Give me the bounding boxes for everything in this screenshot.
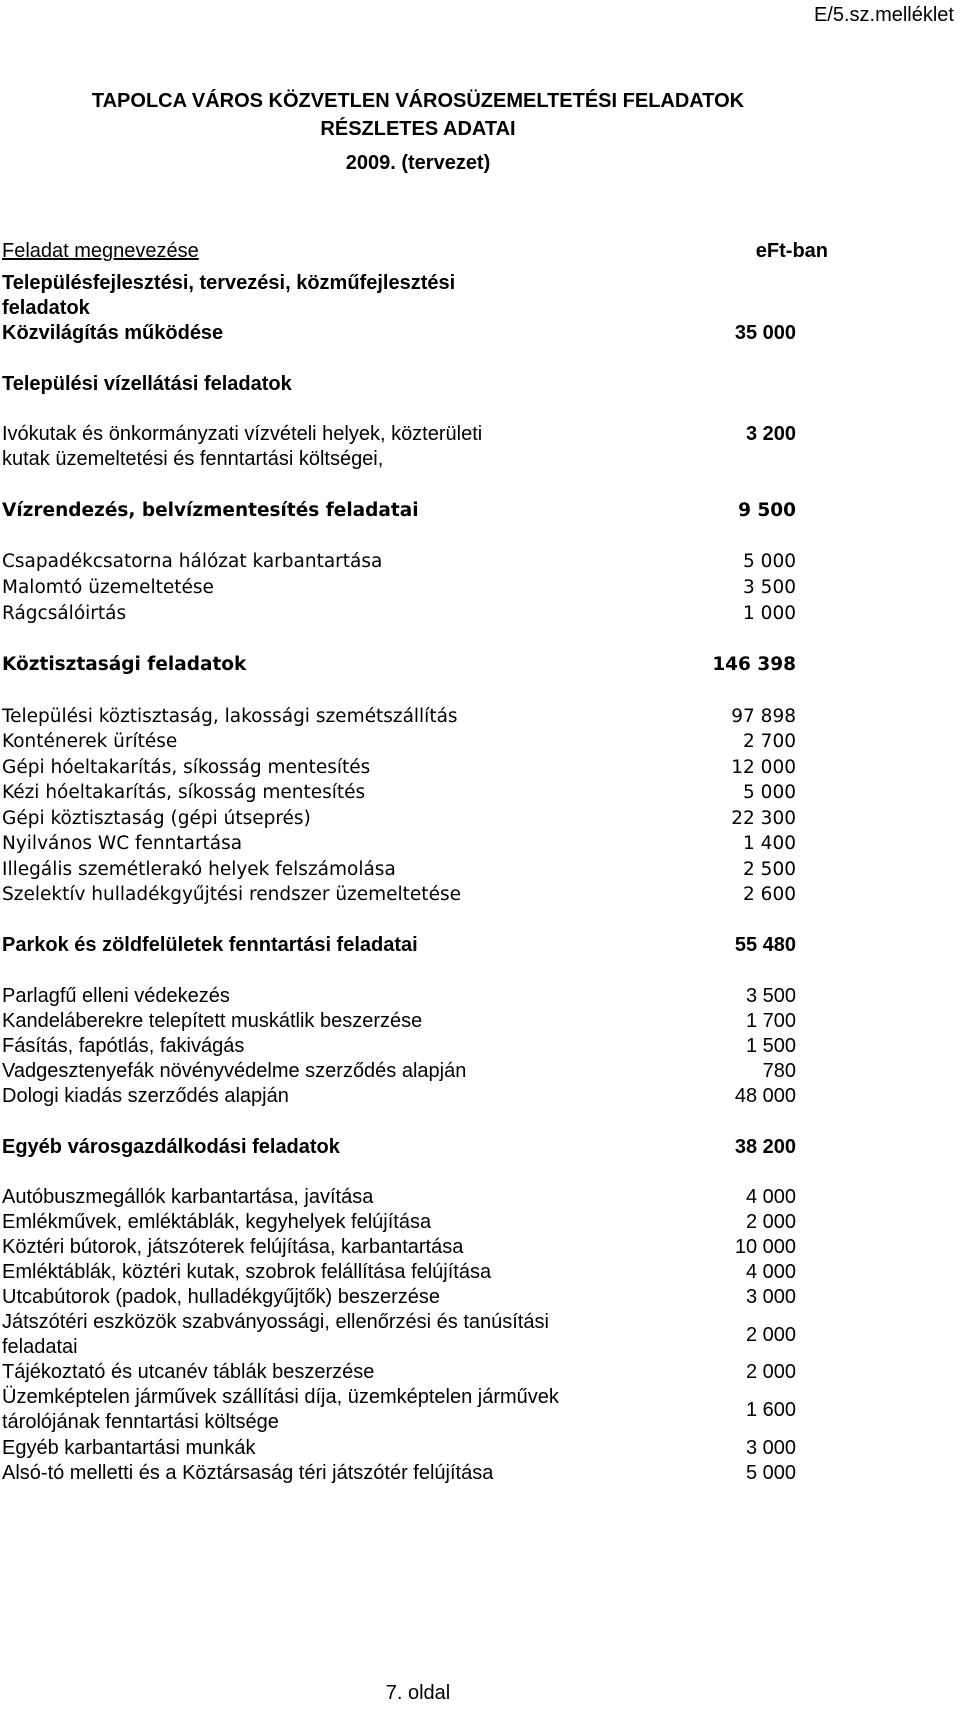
row-label: Kézi hóeltakarítás, síkosság mentesítés [2,782,366,803]
section-heading: Közvilágítás működése [2,322,224,344]
row-amount: 3 500 [743,577,796,598]
row-label: Üzemképtelen járművek szállítási díja, üzemképtelen járművek [2,1386,559,1408]
row-amount: 1 400 [743,833,796,854]
row-amount: 780 [762,1060,796,1082]
row-label: Játszótéri eszközök szabványossági, ellenőrzési és tanúsítási [2,1311,549,1333]
row-label: Tájékoztató és utcanév táblák beszerzése [2,1361,375,1383]
row-amount: 2 000 [745,1211,796,1233]
row-label: Gépi köztisztaság (gépi útseprés) [2,808,311,829]
row-amount: 1 700 [745,1010,796,1032]
row-amount: 2 000 [745,1361,796,1383]
row-amount: 4 000 [745,1186,796,1208]
row-label: Csapadékcsatorna hálózat karbantartása [2,551,383,572]
row-label: Emléktáblák, köztéri kutak, szobrok felállítása felújítása [2,1261,492,1283]
page-number: 7. oldal [385,1682,451,1704]
section-heading: Köztisztasági feladatok [2,654,247,675]
row-amount: 3 000 [745,1286,796,1308]
row-label: Gépi hóeltakarítás, síkosság mentesítés [2,757,371,778]
document-title: TAPOLCA VÁROS KÖZVETLEN VÁROSÜZEMELTETÉSI FELADATOK [91,90,745,112]
section-heading: Településfejlesztési, tervezési, közműfejlesztési [2,272,456,294]
row-label: Konténerek ürítése [2,731,178,752]
document-year: 2009. (tervezet) [345,152,491,174]
row-label: kutak üzemeltetési és fenntartási költségei, [2,448,384,470]
section-heading: Települési vízellátási feladatok [2,373,292,395]
row-label: Malomtó üzemeltetése [2,577,214,598]
row-amount: 4 000 [745,1261,796,1283]
row-label: Rágcsálóirtás [2,603,127,624]
row-amount: 2 500 [743,859,796,880]
row-label: Illegális szemétlerakó helyek felszámolása [2,859,396,880]
row-amount: 1 600 [745,1399,796,1421]
section-heading: Vízrendezés, belvízmentesítés feladatai [2,500,419,521]
row-label: Fásítás, fapótlás, fakivágás [2,1035,245,1057]
row-amount: 5 000 [745,1462,796,1484]
annex-label: E/5.sz.melléklet [813,4,954,26]
row-amount: 3 200 [745,423,796,445]
row-label: Alsó-tó melletti és a Köztársaság téri játszótér felújítása [2,1462,494,1484]
row-label: feladatai [2,1336,78,1358]
row-label: Köztéri bútorok, játszóterek felújítása, karbantartása [2,1236,464,1258]
section-heading: Egyéb városgazdálkodási feladatok [2,1136,340,1158]
row-amount: 2 600 [743,884,796,905]
row-label: Nyilvános WC fenntartása [2,833,243,854]
row-amount: 38 200 [734,1136,796,1158]
column-header-unit: eFt-ban [755,240,828,262]
row-amount: 2 000 [745,1324,796,1346]
row-amount: 22 300 [731,808,796,829]
row-label: Kandeláberekre telepített muskátlik beszerzése [2,1010,423,1032]
row-amount: 9 500 [738,500,796,521]
row-amount: 1 000 [743,603,796,624]
row-label: Vadgesztenyefák növényvédelme szerződés alapján [2,1060,467,1082]
row-amount: 12 000 [731,757,796,778]
row-amount: 55 480 [734,934,796,956]
row-amount: 5 000 [743,782,796,803]
row-amount: 146 398 [712,654,796,675]
row-label: tárolójának fenntartási költsége [2,1411,279,1433]
document-subtitle: RÉSZLETES ADATAI [320,118,516,140]
row-label: Települési köztisztaság, lakossági szemétszállítás [2,706,458,727]
row-amount: 3 000 [745,1437,796,1459]
row-amount: 5 000 [743,551,796,572]
row-amount: 2 700 [743,731,796,752]
section-heading: feladatok [2,297,90,319]
row-label: Emlékművek, emléktáblák, kegyhelyek felújítása [2,1211,432,1233]
row-amount: 97 898 [731,706,796,727]
row-label: Autóbuszmegállók karbantartása, javítása [2,1186,374,1208]
row-amount: 3 500 [745,985,796,1007]
row-label: Szelektív hulladékgyűjtési rendszer üzemeltetése [2,884,461,905]
row-label: Parlagfű elleni védekezés [2,985,230,1007]
row-amount: 1 500 [745,1035,796,1057]
section-heading: Parkok és zöldfelületek fenntartási feladatai [2,934,418,956]
row-amount: 10 000 [734,1236,796,1258]
row-label: Utcabútorok (padok, hulladékgyűjtők) beszerzése [2,1286,441,1308]
row-label: Ivókutak és önkormányzati vízvételi helyek, közterületi [2,423,483,445]
row-amount: 35 000 [734,322,796,344]
row-label: Dologi kiadás szerződés alapján [2,1085,289,1107]
column-header-task: Feladat megnevezése [2,240,199,262]
row-amount: 48 000 [734,1085,796,1107]
row-label: Egyéb karbantartási munkák [2,1437,256,1459]
